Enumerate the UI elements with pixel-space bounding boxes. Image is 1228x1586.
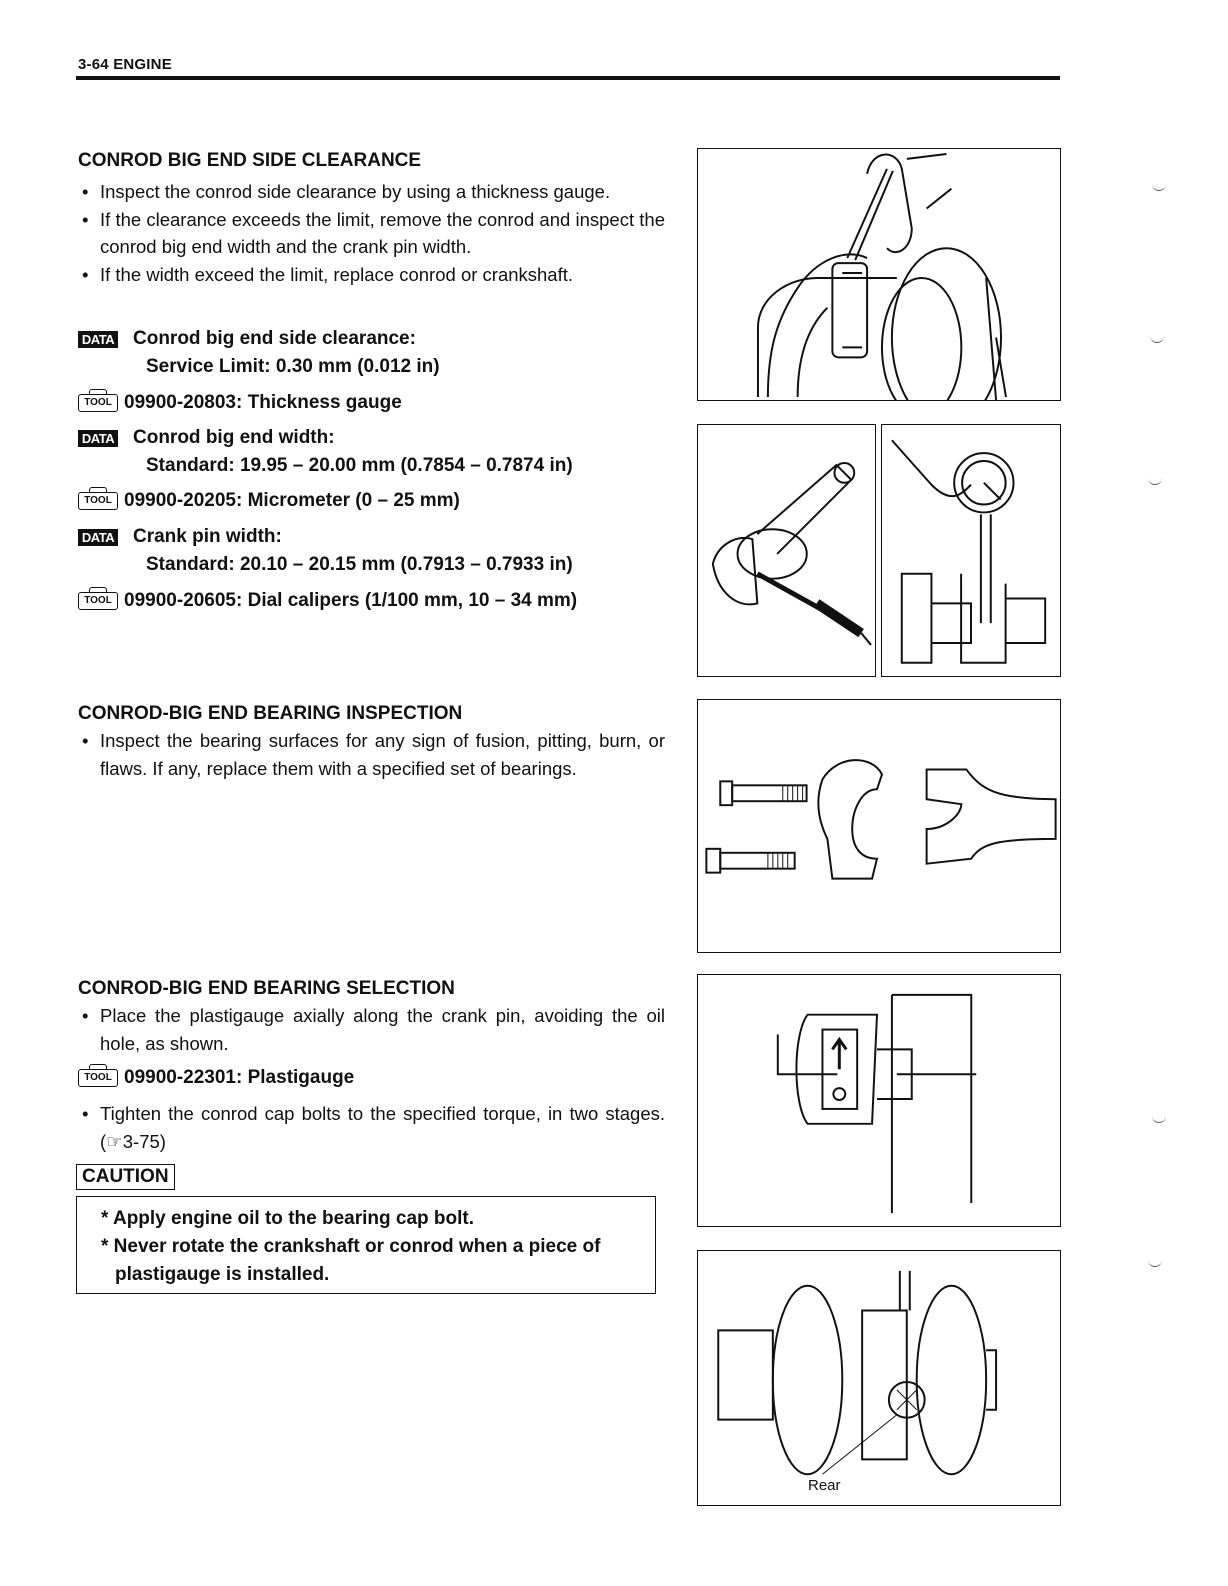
- tool-icon: TOOL: [78, 1069, 118, 1087]
- spec-big-end-width: [78, 424, 573, 480]
- figure-thickness-gauge: [697, 148, 1061, 401]
- tool-dial-calipers: [78, 587, 577, 615]
- caution-item: * Apply engine oil to the bearing cap bolt.: [101, 1208, 474, 1229]
- tool-thickness-gauge: [78, 389, 402, 417]
- spec-label: Crank pin width:: [133, 526, 282, 547]
- caution-item: * Never rotate the crankshaft or conrod when a piece of plastigauge is installed.: [101, 1236, 601, 1285]
- section-title-bearing-selection: CONROD-BIG END BEARING SELECTION: [78, 978, 455, 999]
- margin-mark: [1150, 336, 1164, 343]
- list-item: • Inspect the conrod side clearance by using a thickness gauge.: [80, 178, 665, 206]
- spec-side-clearance: [78, 325, 440, 381]
- margin-mark: [1148, 1260, 1162, 1267]
- data-icon: DATA: [78, 331, 118, 348]
- figure-plastigauge-rear: [697, 1250, 1061, 1506]
- tool-text: 09900-20205: Micrometer (0 – 25 mm): [124, 490, 460, 511]
- spec-crank-pin-width: [78, 523, 573, 579]
- margin-mark: [1152, 184, 1166, 191]
- page-header: 3-64 ENGINE: [78, 56, 172, 73]
- section-title-bearing-inspection: CONROD-BIG END BEARING INSPECTION: [78, 703, 463, 724]
- figure-micrometer: [697, 424, 876, 677]
- tool-micrometer: [78, 487, 460, 515]
- tool-icon: TOOL: [78, 492, 118, 510]
- margin-mark: [1148, 478, 1162, 485]
- figure-dial-caliper: [881, 424, 1061, 677]
- tool-text: 09900-20803: Thickness gauge: [124, 392, 402, 413]
- list-item: • Inspect the bearing surfaces for any sign of fusion, pitting, burn, or flaws. If any, replace them with a specified set of bearings.: [80, 727, 665, 782]
- list-item: • If the width exceed the limit, replace conrod or crankshaft.: [80, 261, 665, 289]
- data-icon: DATA: [78, 430, 118, 447]
- caution-box: [76, 1196, 656, 1294]
- tool-plastigauge: [78, 1064, 354, 1092]
- figure-bearing-parts: [697, 699, 1061, 953]
- spec-value: Standard: 19.95 – 20.00 mm (0.7854 – 0.7874 in): [146, 455, 573, 476]
- list-item: • Place the plastigauge axially along the crank pin, avoiding the oil hole, as shown.: [80, 1002, 665, 1057]
- data-icon: DATA: [78, 529, 118, 546]
- header-rule: [76, 76, 1060, 80]
- list-item: • Tighten the conrod cap bolts to the specified torque, in two stages. (☞3-75): [80, 1100, 665, 1155]
- section-title-side-clearance: CONROD BIG END SIDE CLEARANCE: [78, 150, 422, 171]
- margin-mark: [1152, 1116, 1166, 1123]
- tool-text: 09900-22301: Plastigauge: [124, 1067, 355, 1088]
- spec-label: Conrod big end width:: [133, 427, 335, 448]
- bullet-list-bearing-inspection: [80, 727, 665, 782]
- tool-icon: TOOL: [78, 394, 118, 412]
- figure-plastigauge: [697, 974, 1061, 1227]
- rear-label: Rear: [808, 1477, 841, 1494]
- bullet-list-bearing-selection: [80, 1002, 665, 1057]
- list-item: • If the clearance exceeds the limit, remove the conrod and inspect the conrod big end width and the crank pin width.: [80, 206, 665, 261]
- spec-value: Standard: 20.10 – 20.15 mm (0.7913 – 0.7933 in): [146, 554, 573, 575]
- tool-text: 09900-20605: Dial calipers (1/100 mm, 10 – 34 mm): [124, 590, 578, 611]
- bullet-list-side-clearance: [80, 178, 665, 288]
- caution-label: CAUTION: [76, 1164, 175, 1190]
- spec-value: Service Limit: 0.30 mm (0.012 in): [146, 356, 440, 377]
- spec-label: Conrod big end side clearance:: [133, 328, 416, 349]
- tool-icon: TOOL: [78, 592, 118, 610]
- bullet-list-torque: [80, 1100, 665, 1155]
